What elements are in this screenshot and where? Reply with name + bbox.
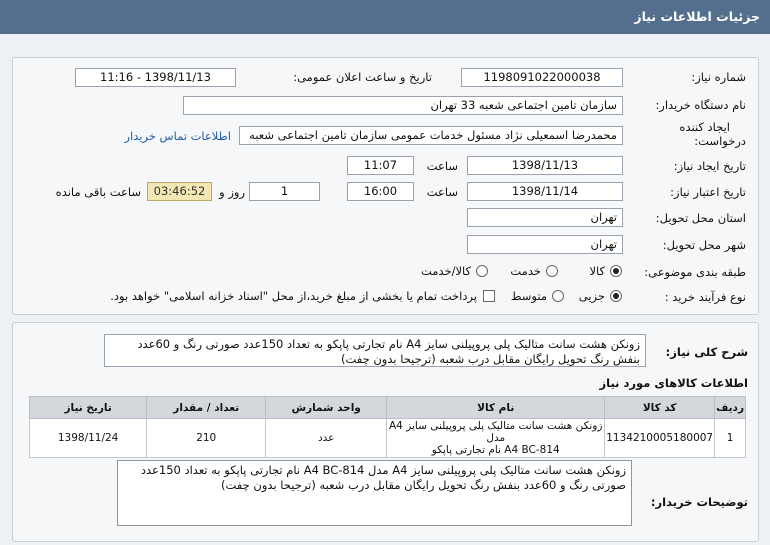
cell-name [387, 419, 605, 458]
province-label: استان محل تحویل: [655, 211, 746, 225]
buyer-org-field: سازمان تامین اجتماعی شعبه 33 تهران [183, 96, 623, 115]
remaining-time-label: ساعت باقی مانده [55, 185, 141, 199]
treasury-payment-checkbox[interactable] [483, 290, 495, 302]
category-service-label: خدمت [510, 264, 541, 278]
purchase-minor-radio[interactable] [610, 290, 622, 302]
table-row [30, 419, 746, 458]
category-label: طبقه بندی موضوعی: [644, 265, 746, 279]
purchase-minor-label: جزیی [578, 289, 605, 303]
category-service-radio[interactable] [546, 265, 558, 277]
cell-name-line1: زونکن هشت سانت متالیک پلی پروپیلنی سایز A4 مدل [389, 420, 603, 444]
page-title: جزئیات اطلاعات نیاز [634, 9, 760, 24]
category-goods-label: کالا [589, 264, 605, 278]
created-date-field: 1398/11/13 [467, 156, 623, 175]
city-field: تهران [467, 235, 623, 254]
buyer-notes-box: زونکن هشت سانت متالیک پلی پروپیلنی سایز A4 مدل A4 BC-814 نام تجارتی پاپکو به تعداد 150عدد صورتی رنگ و 60عدد بنفش رنگ تحویل رایگان مقابل درب شعبه (ترجیحا بدون چفت) [117, 460, 632, 526]
cell-qty: 210 [147, 419, 266, 458]
col-name: نام کالا [387, 397, 605, 419]
treasury-payment-label: پرداخت تمام یا بخشی از مبلغ خرید،از محل "اسناد خزانه اسلامی" خواهد بود. [110, 289, 477, 303]
need-number-label: شماره نیاز: [691, 70, 746, 84]
buyer-contact-link[interactable]: اطلاعات تماس خریدار [124, 129, 231, 143]
page-header [0, 0, 770, 34]
purchase-type-label: نوع فرآیند خرید : [664, 290, 746, 304]
col-qty: تعداد / مقدار [147, 397, 266, 419]
items-section-title: اطلاعات کالاهای مورد نیاز [599, 376, 748, 390]
requester-field: محمدرضا اسمعیلی نژاد مسئول خدمات عمومی سازمان تامین اجتماعی شعبه [239, 126, 623, 145]
items-table-header [30, 397, 746, 419]
province-field: تهران [467, 208, 623, 227]
requester-label-1: ایجاد کننده [679, 120, 730, 134]
remaining-time-field: 03:46:52 [147, 182, 212, 201]
col-unit: واحد شمارش [266, 397, 387, 419]
summary-label: شرح کلی نیاز: [665, 345, 748, 359]
need-details-panel [12, 322, 759, 542]
cell-date: 1398/11/24 [30, 419, 147, 458]
need-info-panel [12, 57, 759, 315]
purchase-medium-label: متوسط [510, 289, 547, 303]
summary-text-box: زونکن هشت سانت متالیک پلی پروپیلنی سایز A4 نام تجارتی پاپکو به تعداد 150عدد صورتی رنگ و 60عدد بنفش رنگ تحویل رایگان مقابل درب شعبه (ترجیحا بدون چفت) [104, 334, 646, 367]
validity-date-field: 1398/11/14 [467, 182, 623, 201]
col-date: تاریخ نیاز [30, 397, 147, 419]
requester-label-2: درخواست: [694, 134, 746, 148]
items-table [29, 396, 746, 458]
created-date-label: تاریخ ایجاد نیاز: [673, 159, 746, 173]
created-time-field: 11:07 [347, 156, 414, 175]
cell-unit: عدد [266, 419, 387, 458]
validity-days-field: 1 [249, 182, 320, 201]
purchase-medium-radio[interactable] [552, 290, 564, 302]
city-label: شهر محل تحویل: [662, 238, 746, 252]
validity-time-label: ساعت [426, 185, 458, 199]
category-goods-radio[interactable] [610, 265, 622, 277]
days-label: روز و [219, 185, 245, 199]
category-goods-service-radio[interactable] [476, 265, 488, 277]
announce-datetime-field: 1398/11/13 - 11:16 [75, 68, 236, 87]
buyer-notes-label: توضیحات خریدار: [650, 495, 748, 509]
validity-time-field: 16:00 [347, 182, 414, 201]
buyer-org-label: نام دستگاه خریدار: [655, 98, 746, 112]
validity-date-label: تاریخ اعتبار نیاز: [670, 185, 746, 199]
cell-code: 1134210005180007 [605, 419, 715, 458]
announce-datetime-label: تاریخ و ساعت اعلان عمومی: [293, 70, 432, 84]
created-time-label: ساعت [426, 159, 458, 173]
cell-name-line2: A4 BC-814 نام تجارتی پاپکو [431, 444, 560, 456]
category-goods-service-label: کالا/خدمت [420, 264, 471, 278]
need-number-field: 1198091022000038 [461, 68, 623, 87]
col-code: کد کالا [605, 397, 715, 419]
cell-row: 1 [715, 419, 746, 458]
col-row: ردیف [715, 397, 746, 419]
